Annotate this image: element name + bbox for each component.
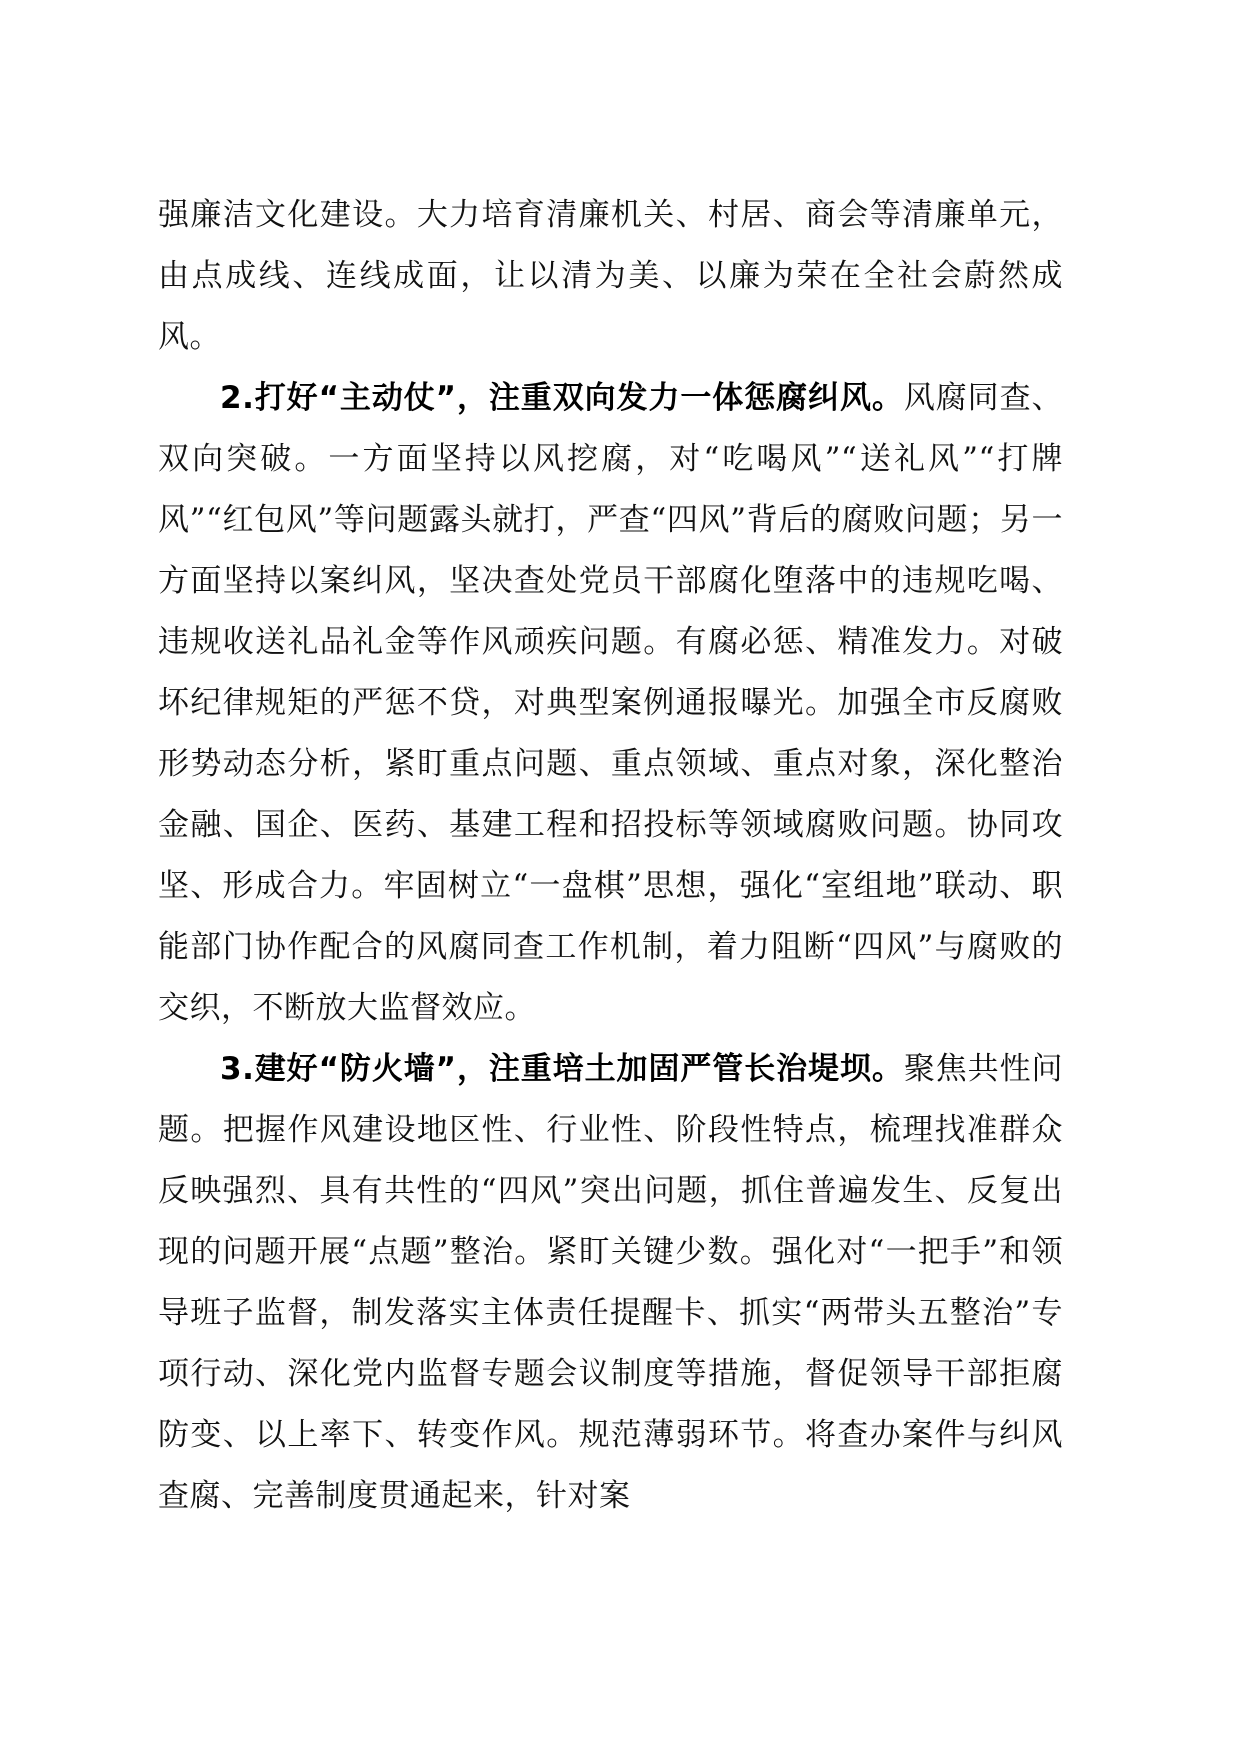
- paragraph-3-text: 聚焦共性问题。把握作风建设地区性、行业性、阶段性特点，梳理找准群众反映强烈、具有共性的“四风”突出问题，抓住普遍发生、反复出现的问题开展“点题”整治。紧盯关键少数。强化对“一把手”和领导班子监督，制发落实主体责任提醒卡、抓实“两带头五整治”专项行动、深化党内监督专题会议制度等措施，督促领导干部拒腐防变、以上率下、转变作风。规范薄弱环节。将查办案件与纠风查腐、完善制度贯通起来，针对案: [158, 1051, 1064, 1514]
- paragraph-2-text: 风腐同查、双向突破。一方面坚持以风挖腐，对“吃喝风”“送礼风”“打牌风”“红包风”等问题露头就打，严查“四风”背后的腐败问题；另一方面坚持以案纠风，坚决查处党员干部腐化堕落中的违规吃喝、违规收送礼品礼金等作风顽疾问题。有腐必惩、精准发力。对破坏纪律规矩的严惩不贷，对典型案例通报曝光。加强全市反腐败形势动态分析，紧盯重点问题、重点领域、重点对象，深化整治金融、国企、医药、基建工程和招投标等领域腐败问题。协同攻坚、形成合力。牢固树立“一盘棋”思想，强化“室组地”联动、职能部门协作配合的风腐同查工作机制，着力阻断“四风”与腐败的交织，不断放大监督效应。: [158, 380, 1064, 1026]
- paragraph-2-heading: 2.打好“主动仗”，注重双向发力一体惩腐纠风。: [220, 380, 904, 416]
- paragraph-3-heading: 3.建好“防火墙”，注重培土加固严管长治堤坝。: [220, 1051, 904, 1087]
- document-body: [158, 185, 1063, 1527]
- paragraph-1: [158, 185, 1063, 368]
- paragraph-2: [158, 368, 1063, 1039]
- paragraph-1-text: 强廉洁文化建设。大力培育清廉机关、村居、商会等清廉单元，由点成线、连线成面，让以清为美、以廉为荣在全社会蔚然成风。: [158, 197, 1063, 355]
- paragraph-3: [158, 1039, 1063, 1527]
